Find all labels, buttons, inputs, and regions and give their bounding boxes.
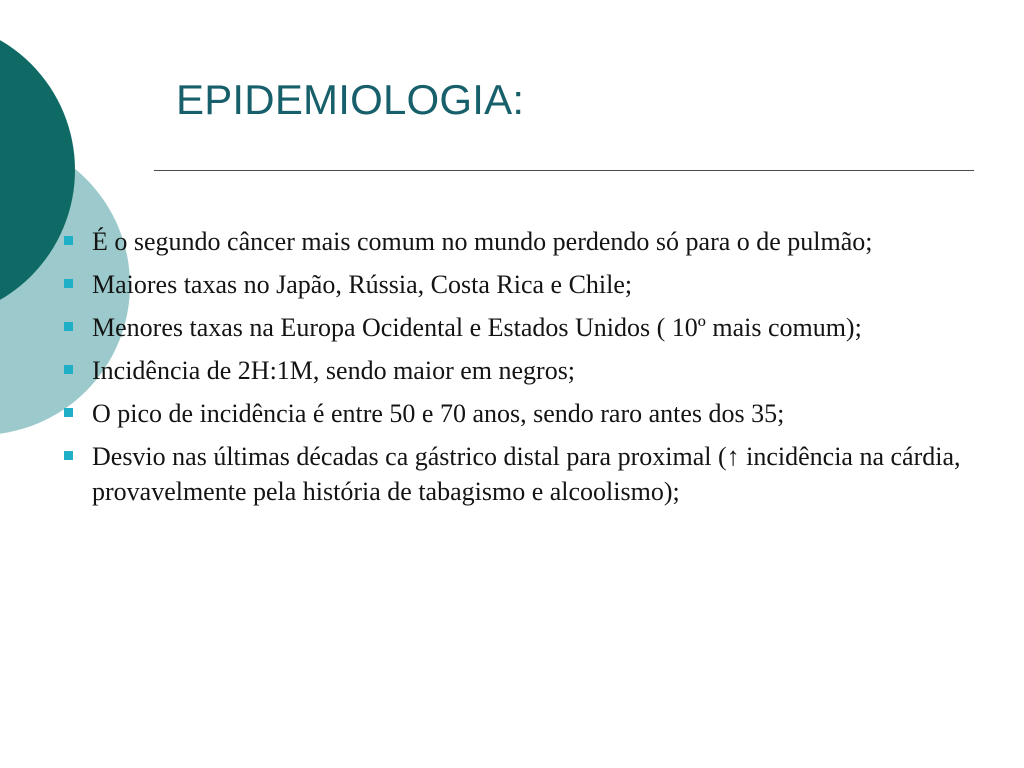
square-bullet-icon [64, 279, 73, 288]
square-bullet-icon [64, 451, 73, 460]
square-bullet-icon [64, 365, 73, 374]
bullet-text: Incidência de 2H:1M, sendo maior em negros; [92, 356, 576, 385]
bullet-text: Menores taxas na Europa Ocidental e Estados Unidos ( 10º mais comum); [92, 313, 862, 342]
bullet-list [64, 224, 964, 517]
slide-title: EPIDEMIOLOGIA: [176, 76, 525, 123]
bullet-item [64, 396, 964, 431]
bullet-text: Desvio nas últimas décadas ca gástrico distal para proximal (↑ incidência na cárdia, provavelmente pela história de tabagismo e alcoolismo); [92, 442, 961, 506]
square-bullet-icon [64, 236, 73, 245]
bullet-text: É o segundo câncer mais comum no mundo perdendo só para o de pulmão; [92, 227, 873, 256]
bullet-item [64, 310, 964, 345]
bullet-item [64, 267, 964, 302]
square-bullet-icon [64, 408, 73, 417]
bullet-item [64, 224, 964, 259]
bullet-item [64, 353, 964, 388]
bullet-item [64, 439, 964, 509]
square-bullet-icon [64, 322, 73, 331]
title-divider [154, 170, 974, 171]
bullet-text: O pico de incidência é entre 50 e 70 anos, sendo raro antes dos 35; [92, 399, 785, 428]
bullet-text: Maiores taxas no Japão, Rússia, Costa Rica e Chile; [92, 270, 633, 299]
